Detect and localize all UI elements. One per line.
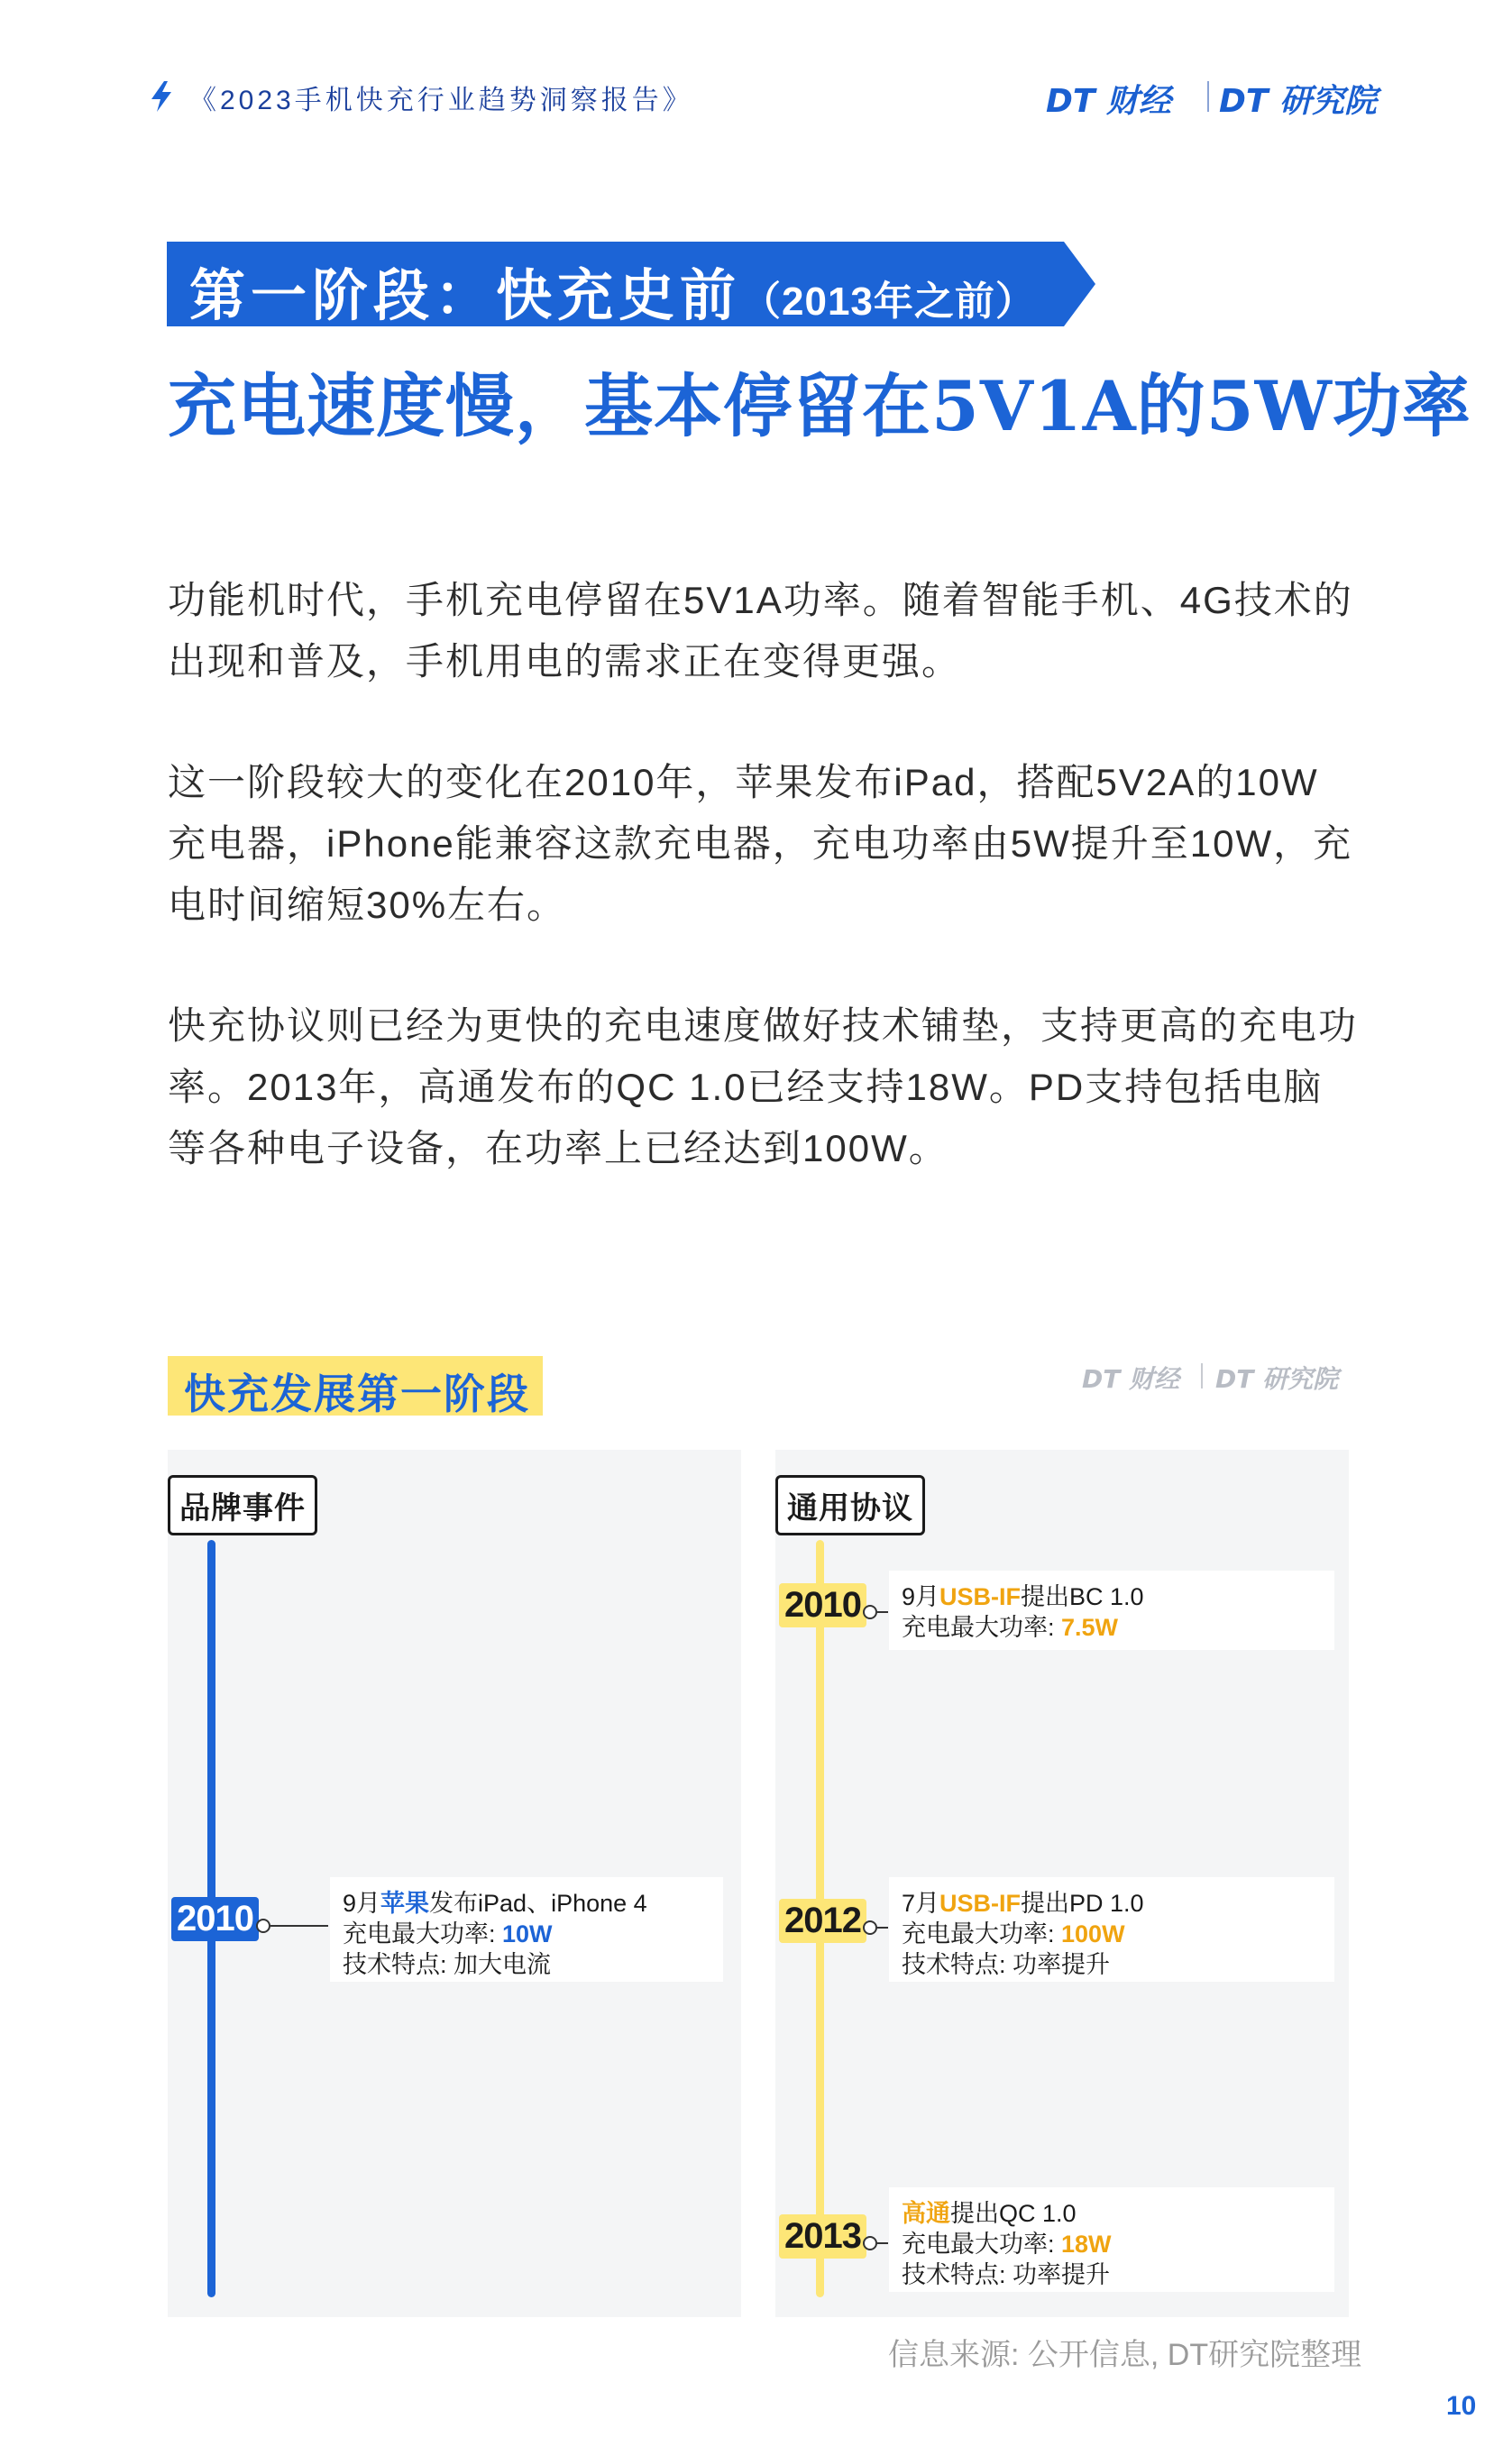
brand-dt-caijing: DT 财经 — [1046, 83, 1171, 120]
power-label: 充电最大功率: — [343, 1920, 503, 1947]
brand-dt-institute: DT 研究院 — [1219, 83, 1377, 120]
event-feature: 技术特点: 加大电流 — [343, 1951, 552, 1978]
paragraph-1: 功能机时代，手机充电停留在5V1A功率。随着智能手机、4G技术的出现和普及，手机用电的需求正在变得更强。 — [168, 579, 1353, 683]
protocol-feature: 技术特点: 功率提升 — [902, 2261, 1111, 2288]
power-label: 充电最大功率: — [902, 1920, 1062, 1947]
timeline-dot — [863, 1605, 877, 1619]
protocol-org: USB-IF — [939, 1890, 1022, 1917]
protocol-desc: 提出PD 1.0 — [1021, 1890, 1144, 1917]
brand-events-tag: 品牌事件 — [168, 1475, 317, 1535]
lightning-icon — [150, 81, 173, 112]
paragraph-3: 快充协议则已经为更快的充电速度做好技术铺垫，支持更高的充电功率。2013年，高通发布的QC 1.0已经支持18W。PD支持包括电脑等各种电子设备，在功率上已经达到100W。 — [168, 1004, 1359, 1169]
event-card — [330, 1877, 723, 1982]
timeline-dot — [863, 2236, 877, 2250]
power-label: 充电最大功率: — [902, 1614, 1062, 1641]
timeline-dot — [256, 1919, 270, 1933]
chart-brand-dt-caijing: DT 财经 — [1082, 1364, 1180, 1394]
page-number: 10 — [1446, 2391, 1477, 2421]
timeline-year: 2010 — [171, 1897, 259, 1941]
chart-title: 快充发展第一阶段 — [184, 1370, 530, 1417]
protocol-month: 7月 — [902, 1890, 940, 1917]
protocol-card — [889, 1571, 1334, 1650]
chart-source: 信息来源: 公开信息, DT研究院整理 — [888, 2338, 1362, 2372]
power-value: 100W — [1061, 1920, 1125, 1947]
protocol-feature: 技术特点: 功率提升 — [902, 1951, 1111, 1978]
report-title: 《2023手机快充行业趋势洞察报告》 — [189, 86, 693, 115]
protocol-desc: 提出BC 1.0 — [1021, 1583, 1144, 1610]
protocol-card — [889, 1877, 1334, 1982]
protocol-card — [889, 2187, 1334, 2292]
paragraph-2: 这一阶段较大的变化在2010年，苹果发布iPad，搭配5V2A的10W充电器，iPhone能兼容这款充电器，充电功率由5W提升至10W，充电时间缩短30%左右。 — [168, 761, 1353, 926]
timeline-dot — [863, 1920, 877, 1935]
protocol-org: USB-IF — [939, 1583, 1022, 1610]
timeline-year: 2013 — [779, 2214, 866, 2259]
chart-brand-divider — [1201, 1363, 1203, 1388]
stage-headline: 充电速度慢，基本停留在5V1A的5W功率 — [168, 366, 1471, 446]
power-label: 充电最大功率: — [902, 2231, 1062, 2258]
event-company: 苹果 — [380, 1890, 430, 1917]
protocols-tag: 通用协议 — [775, 1475, 925, 1535]
chart-brand-dt-institute: DT 研究院 — [1215, 1364, 1339, 1394]
protocol-org: 高通 — [902, 2200, 950, 2227]
timeline-year: 2010 — [779, 1583, 866, 1627]
header-divider — [1207, 81, 1209, 112]
timeline-connector — [270, 1925, 328, 1927]
protocol-desc: 提出QC 1.0 — [950, 2200, 1077, 2227]
timeline-connector — [877, 1927, 888, 1929]
timeline-connector — [877, 2242, 888, 2244]
stage-title-main: 第一阶段：快充史前 — [189, 265, 742, 327]
protocol-month: 9月 — [902, 1583, 940, 1610]
power-value: 7.5W — [1061, 1614, 1119, 1641]
stage-title — [189, 251, 1036, 331]
timeline-year: 2012 — [779, 1899, 866, 1943]
timeline-connector — [877, 1611, 888, 1613]
power-value: 18W — [1061, 2231, 1112, 2258]
event-month: 9月 — [343, 1890, 381, 1917]
event-desc: 发布iPad、iPhone 4 — [429, 1890, 647, 1917]
power-value: 10W — [502, 1920, 553, 1947]
stage-title-sub: （2013年之前） — [741, 280, 1036, 324]
